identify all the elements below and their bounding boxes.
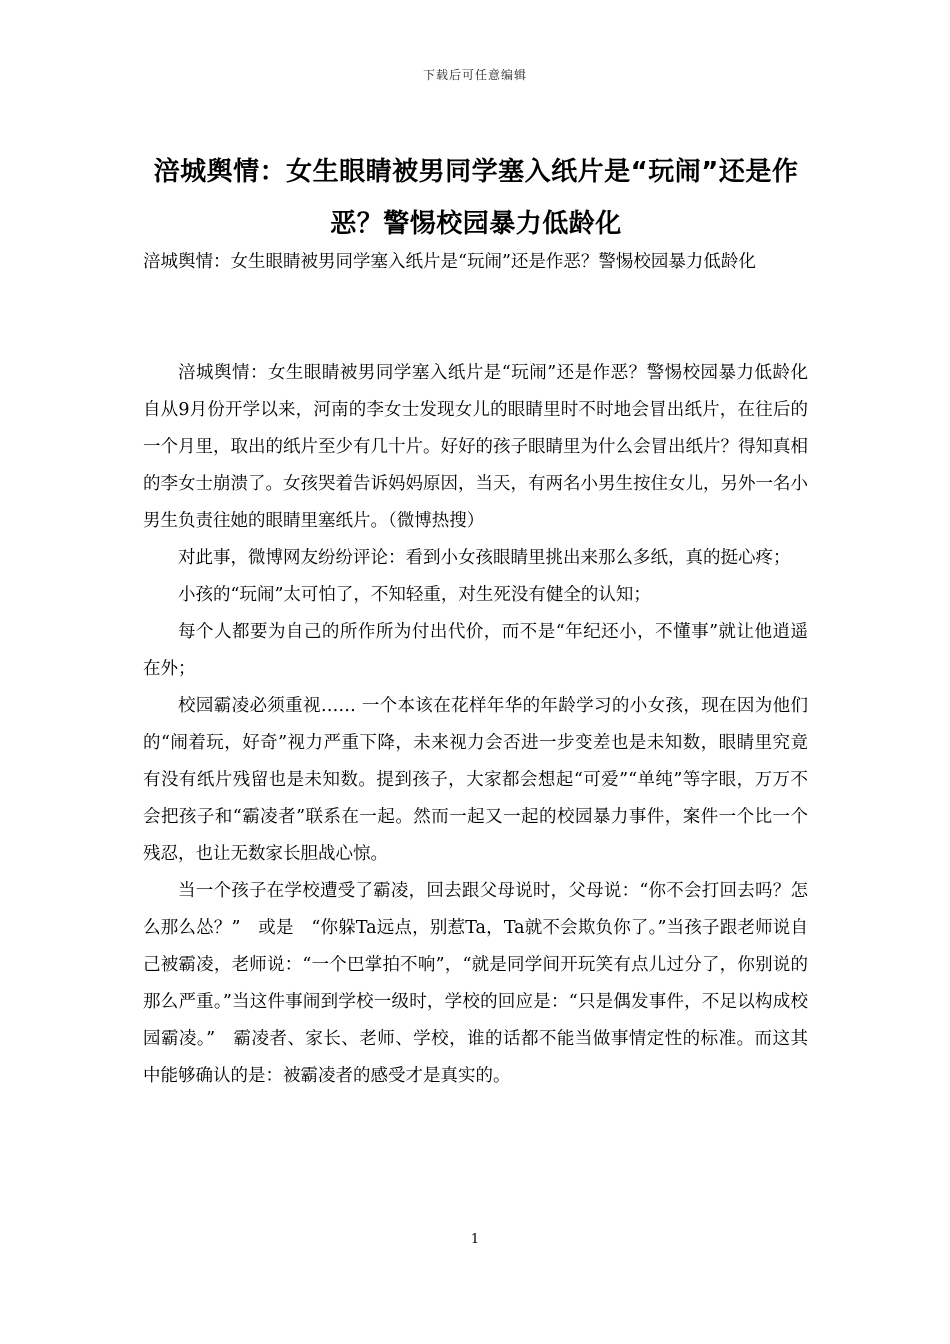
paragraph-responses: 当一个孩子在学校遭受了霸凌，回去跟父母说时，父母说：“你不会打回去吗？怎么那么怂？” 或是 “你躲Ta远点，别惹Ta，Ta就不会欺负你了。”当孩子跟老师说自己被霸凌，老师说：“一个巴掌拍不响”，“就是同学间开玩笑有点儿过分了，你别说的那么严重。”当这件事闹到学校一级时，学校的回应是：“只是偶发事件，不足以构成校园霸凌。” 霸凌者、家长、老师、学校，谁的话都不能当做事情定性的标准。而这其中能够确认的是：被霸凌者的感受才是真实的。 xyxy=(143,881,808,1086)
document-subtitle: 涪城舆情：女生眼睛被男同学塞入纸片是“玩闹”还是作恶？警惕校园暴力低龄化 xyxy=(143,252,756,272)
document-title: 涪城舆情：女生眼睛被男同学塞入纸片是“玩闹”还是作恶？警惕校园暴力低龄化 xyxy=(153,157,799,239)
document-body xyxy=(143,244,808,1095)
page-header-note: 下载后可任意编辑 xyxy=(422,68,527,82)
blank-line xyxy=(143,281,808,355)
paragraph-bullying: 校园霸凌必须重视…… 一个本该在花样年华的年龄学习的小女孩，现在因为他们的“闹着玩，好奇”视力严重下降，未来视力会否进一步变差也是未知数，眼睛里究竟有没有纸片残留也是未知数。提到孩子，大家都会想起“可爱”“单纯”等字眼，万万不会把孩子和“霸凌者”联系在一起。然而一起又一起的校园暴力事件，案件一个比一个残忍，也让无数家长胆战心惊。 xyxy=(143,696,808,864)
paragraph-intro: 涪城舆情：女生眼睛被男同学塞入纸片是“玩闹”还是作恶？警惕校园暴力低龄化 自从9月份开学以来，河南的李女士发现女儿的眼睛里时不时地会冒出纸片，在往后的一个月里，取出的纸片至少有几十片。好好的孩子眼睛里为什么会冒出纸片？得知真相的李女士崩溃了。女孩哭着告诉妈妈原因，当天，有两名小男生按住女儿，另外一名小男生负责往她的眼睛里塞纸片。（微博热搜） xyxy=(143,363,808,531)
paragraph-comment-2: 小孩的“玩闹”太可怕了，不知轻重，对生死没有健全的认知； xyxy=(178,585,651,605)
paragraph-comment-1: 对此事，微博网友纷纷评论：看到小女孩眼睛里挑出来那么多纸，真的挺心疼； xyxy=(178,548,791,568)
page-number: 1 xyxy=(470,1232,480,1247)
paragraph-comment-3: 每个人都要为自己的所作所为付出代价，而不是“年纪还小，不懂事”就让他逍遥在外； xyxy=(143,622,808,679)
